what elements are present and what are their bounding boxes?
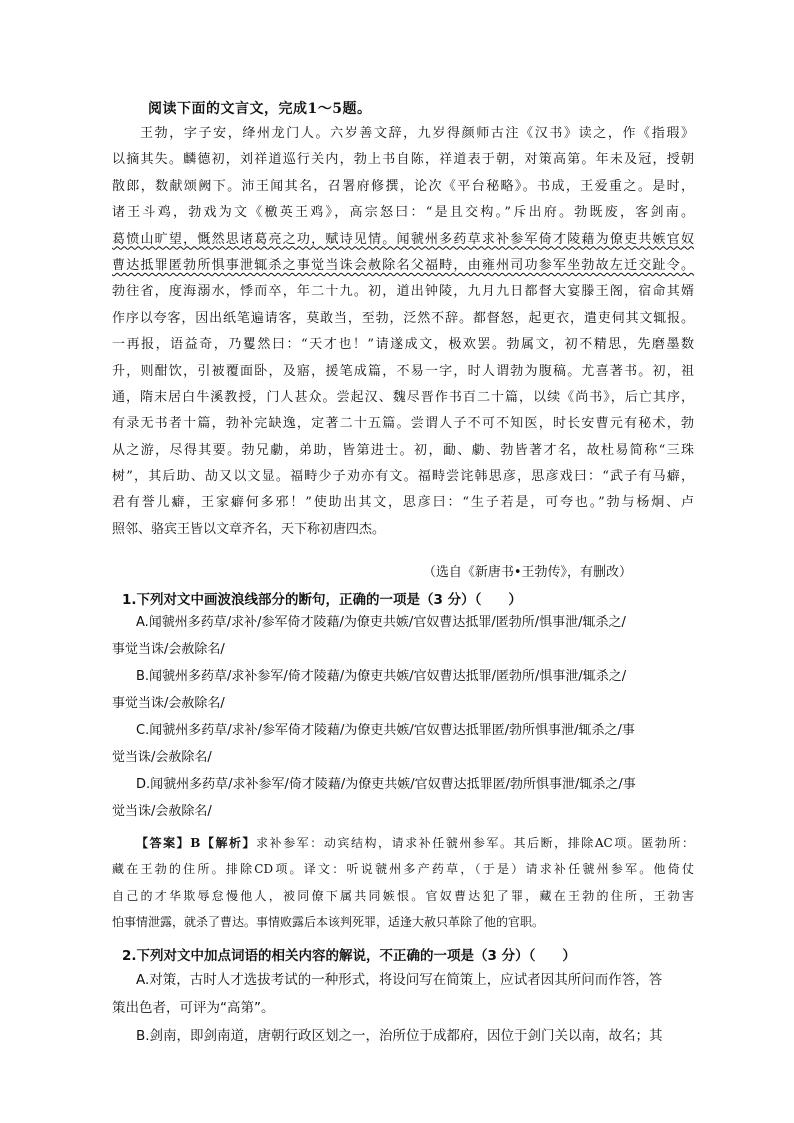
option-text: 事觉当诛/会赦除名/ <box>112 641 225 657</box>
q2-option-a[interactable] <box>112 966 694 1022</box>
option-text: A.对策，古时人才选拔考试的一种形式，将设问写在简策上，应试者因其所问而作答，答 <box>136 972 663 988</box>
option-text: 事觉当诛/会赦除名/ <box>112 695 225 711</box>
option-text: D.闻虢州多药草/求补参军/倚才陵藉/为僚吏共嫉/官奴曹达抵罪匿/勃所惧事泄/辄杀之/事 <box>136 777 636 792</box>
q1-option-b[interactable] <box>112 664 692 717</box>
passage-line: 勃往省，度海溺水，悸而卒，年二十九。初，道出钟陵，九月九日都督大宴滕王阁，宿命其婿 <box>112 284 694 300</box>
q1-option-c[interactable] <box>112 718 692 771</box>
option-text: A.闻虢州多药草/求补/参军倚才陵藉/为僚吏共嫉/官奴曹达抵罪/匿勃所/惧事泄/辄杀之/ <box>136 615 626 630</box>
passage-line: 王勃，字子安，绛州龙门人。六岁善文辞，九岁得颜师古注《汉书》读之，作《指瑕》 <box>140 126 694 141</box>
q2-option-b[interactable] <box>112 1022 694 1050</box>
passage-heading: 阅读下面的文言文，完成1～5题。 <box>148 101 372 117</box>
question-1-title: 1.下列对文中画波浪线部分的断句，正确的一项是（3 分）（ ） <box>122 592 522 608</box>
option-text: 策出色者，可评为“高第”。 <box>112 1000 275 1016</box>
q1-option-d[interactable] <box>112 772 692 825</box>
question-2-title: 2.下列对文中加点词语的相关内容的解说，不正确的一项是（3 分）（ ） <box>122 948 576 964</box>
option-text: 觉当诛/会赦除名/ <box>112 749 212 765</box>
passage-line: 升，则酣饮，引被覆面卧，及寤，援笔成篇，不易一字，时人谓勃为腹稿。尤喜著书。初，祖 <box>112 363 694 379</box>
passage-line: 诸王斗鸡，勃戏为文《檄英王鸡》，高宗怒曰：“是且交构。”斥出府。勃既废，客剑南。 <box>112 205 694 221</box>
passage-line-wavy: 曹达抵罪匿勃所惧事泄辄杀之事觉当诛会赦除名父福畤，由雍州司功参军坐勃故左迁交趾令。 <box>112 257 694 273</box>
passage-line: 作序以夸客，因出纸笔遍请客，莫敢当，至勃，泛然不辞。都督怒，起更衣，遣吏伺其文辄报。 <box>112 310 694 326</box>
analysis-line: 自己的才华欺辱怠慢他人，被同僚下属共同嫉恨。官奴曹达犯了罪，藏在王勃的住所，王勃害 <box>112 888 694 903</box>
option-text: B.闻虢州多药草/求补参军/倚才陵藉/为僚吏共嫉/官奴曹达抵罪/匿勃所/惧事泄/辄杀之/ <box>136 669 627 684</box>
passage-line: 以摘其失。麟德初，刘祥道巡行关内，勃上书自陈，祥道表于朝，对策高第。年未及冠，授朝 <box>112 152 694 168</box>
passage-line: 有录无书者十篇，勃补完缺逸，定著二十五篇。尝谓人子不可不知医，时长安曹元有秘术，勃 <box>112 416 694 432</box>
q1-answer-analysis <box>112 830 694 936</box>
passage-line-wavy: 葛愤山旷望，慨然思诸葛亮之功，赋诗见情。闻虢州多药草求补参军倚才陵藉为僚吏共嫉官奴 <box>112 231 694 247</box>
passage-line: 从之游，尽得其要。勃兄勮，弟助，皆第进士。初，勔、勮、勃皆著才名，故杜易简称“三珠 <box>112 442 694 458</box>
option-text: B.剑南，即剑南道，唐朝行政区划之一，治所位于成都府，因位于剑门关以南，故名；其 <box>136 1028 663 1044</box>
passage-line: 通，隋末居白牛溪教授，门人甚众。尝起汉、魏尽晋作书百二十篇，以续《尚书》，后亡其序， <box>112 389 694 405</box>
option-text: 觉当诛/会赦除名/ <box>112 803 212 819</box>
classical-passage <box>112 121 694 543</box>
passage-line: 照邻、骆宾王皆以文章齐名，天下称初唐四杰。 <box>112 521 386 537</box>
analysis-text: 求补参军：动宾结构，请求补任虢州参军。其后断，排除AC项。匿勃所： <box>256 836 694 850</box>
passage-source: （选自《新唐书•王勃传》，有删改） <box>422 565 632 580</box>
q1-option-a[interactable] <box>112 610 692 663</box>
analysis-line: 怕事情泄露，就杀了曹达。事情败露后本该判死罪，适逢大赦只革除了他的官职。 <box>112 915 545 930</box>
analysis-line-first <box>112 830 694 856</box>
passage-line: 散郎，数献颂阙下。沛王闻其名，召署府修撰，论次《平台秘略》。书成，王爱重之。是时， <box>112 178 694 194</box>
passage-line: 一再报，语益奇，乃矍然曰：“天才也！”请遂成文，极欢罢。勃属文，初不精思，先磨墨数 <box>112 337 694 353</box>
analysis-line: 藏在王勃的住所。排除CD项。译文：听说虢州多产药草，（于是）请求补任虢州参军。他倚仗 <box>112 862 694 877</box>
passage-line: 树”，其后助、劼又以文显。福畤少子劝亦有文。福畤尝诧韩思彦，思彦戏曰：“武子有马癖， <box>112 469 694 485</box>
answer-tag: 【答案】B【解析】 <box>136 836 257 850</box>
passage-line: 君有誉儿癖，王家癖何多邪！”使助出其文，思彦曰：“生子若是，可夸也。”勃与杨炯、卢 <box>112 495 694 511</box>
option-text: C.闻虢州多药草/求补/参军倚才陵藉/为僚吏共嫉/官奴曹达抵罪匿/勃所惧事泄/辄杀之/事 <box>136 723 635 738</box>
